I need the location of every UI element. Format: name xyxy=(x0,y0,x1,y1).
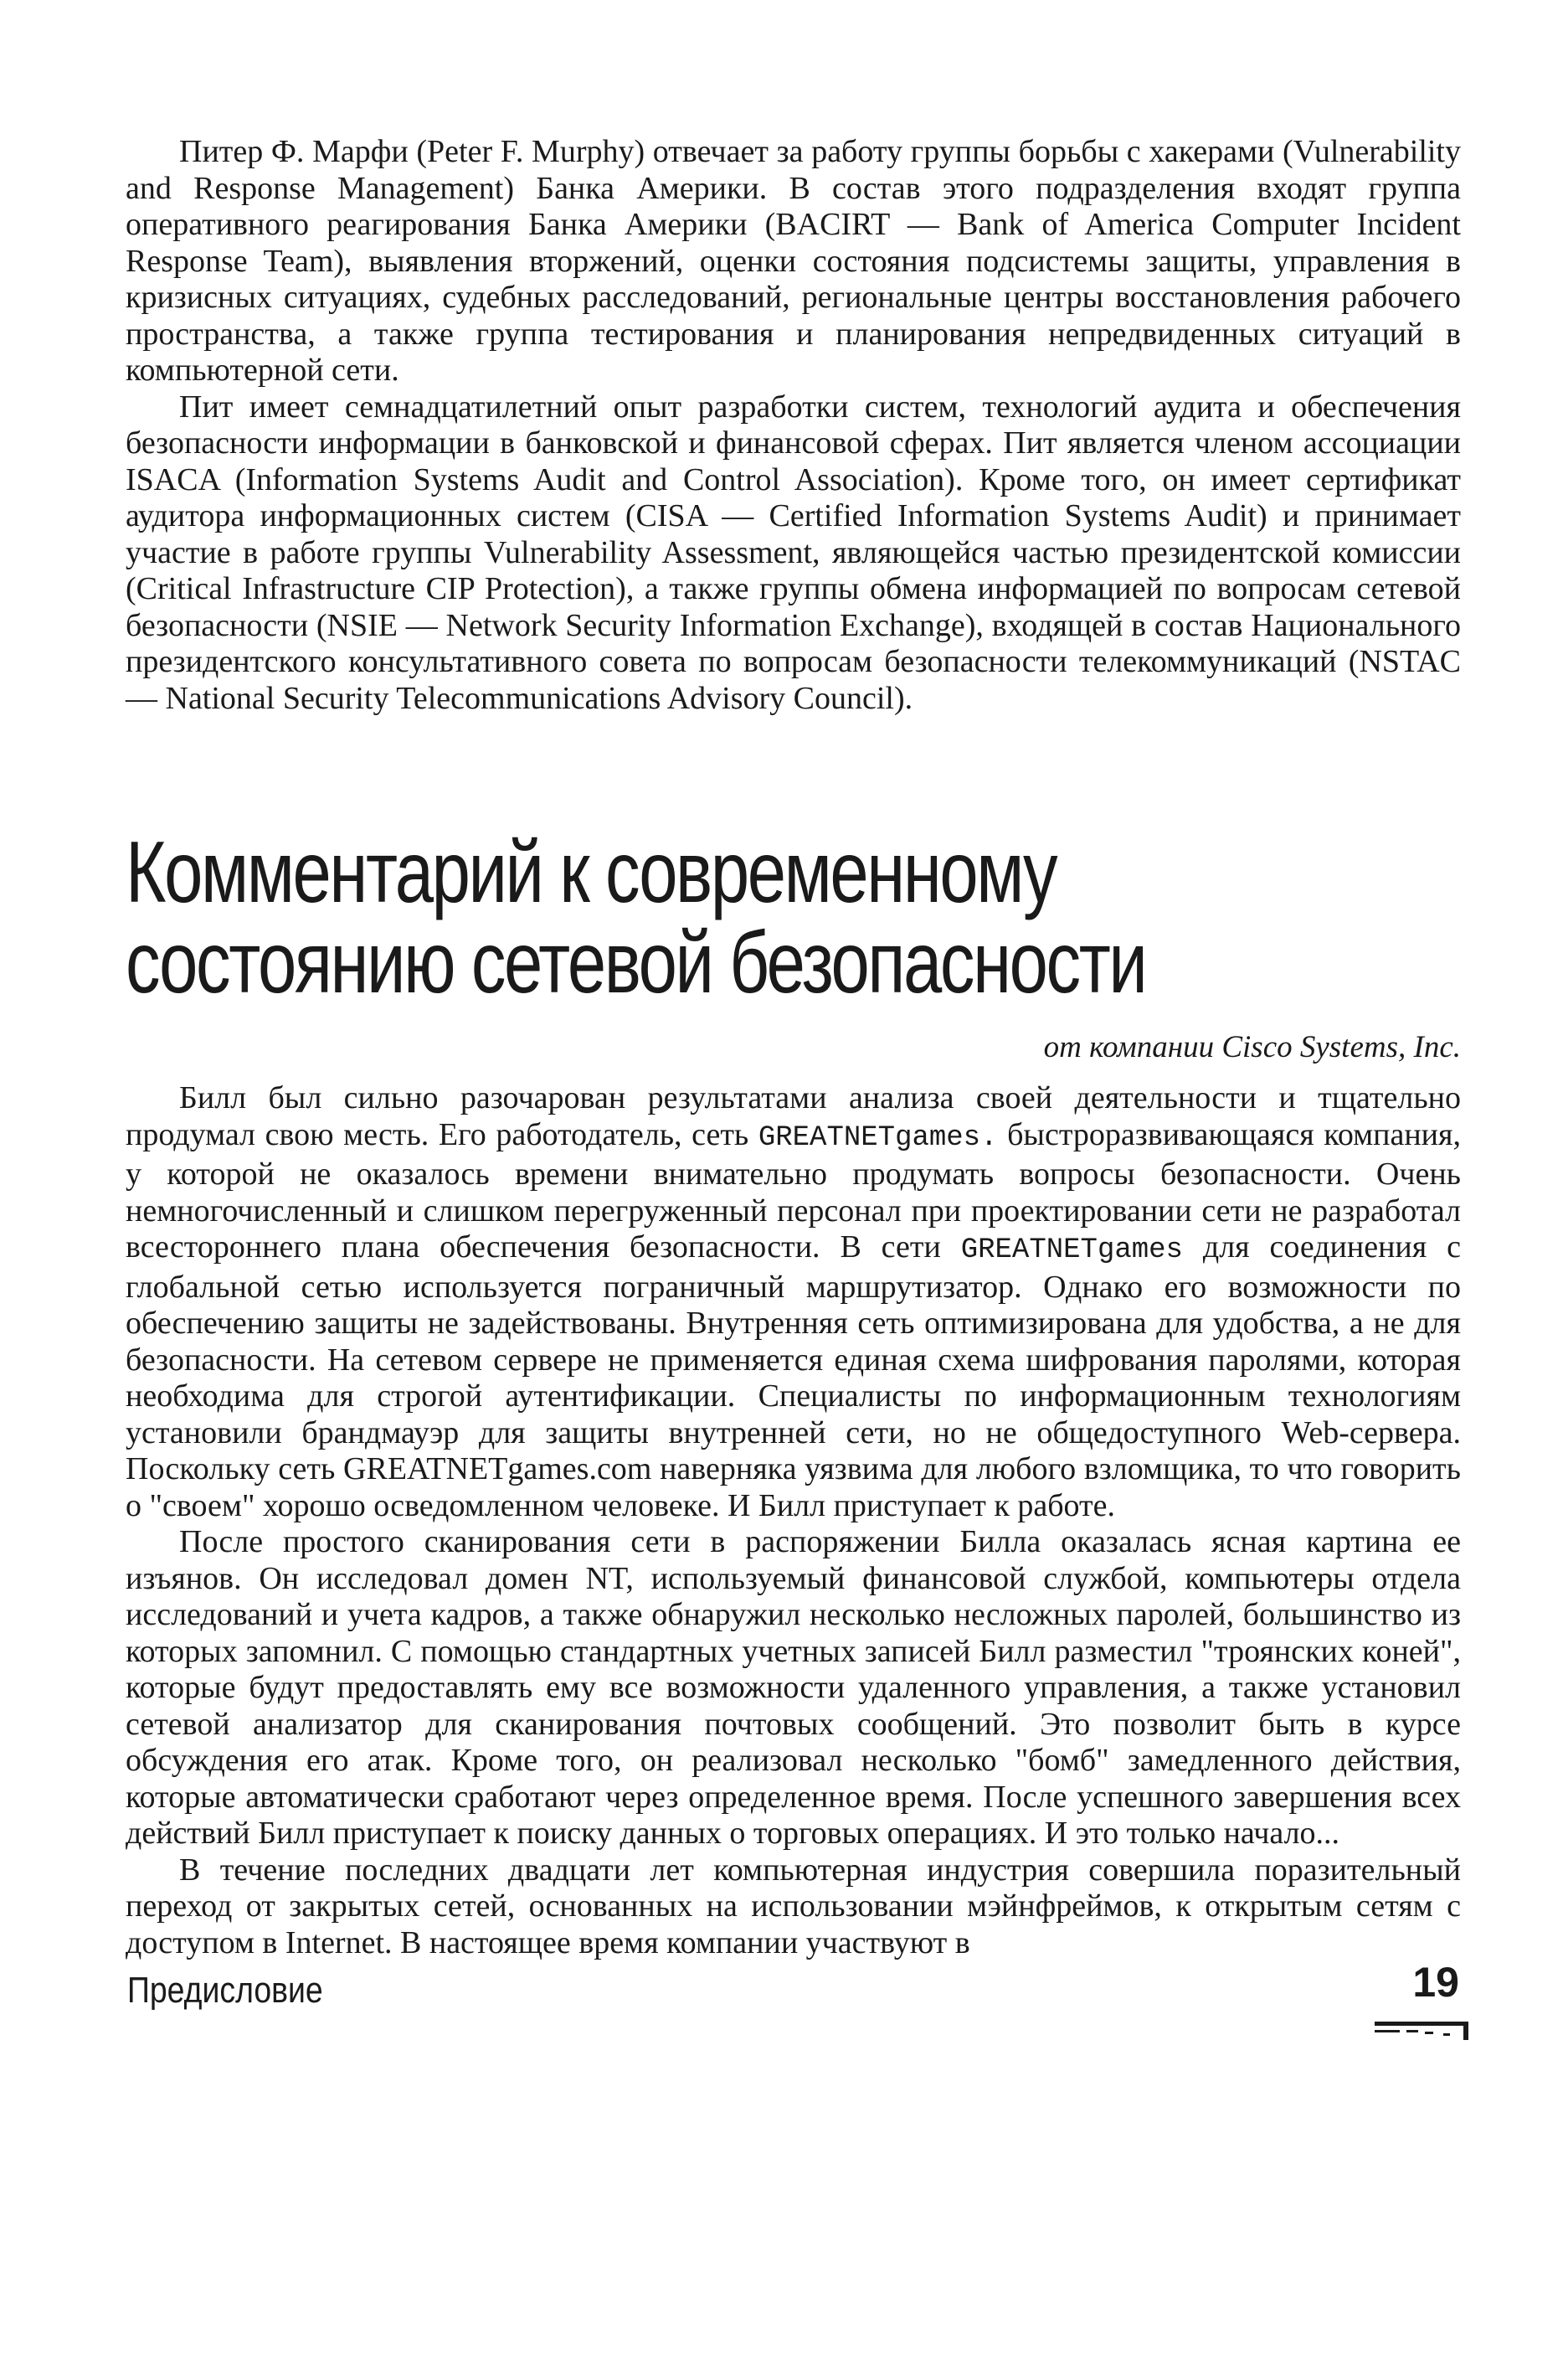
body-paragraph-1-part-a: Билл был сильно разочарован результатами анализа своей деятельности и тщательно продумал свою месть. Его работодатель, сеть xyxy=(126,1080,1461,1152)
body-paragraph-2: После простого сканирования сети в распоряжении Билла оказалась ясная картина ее изъянов. Он исследовал домен NT, используемый финансовой службой, компьютеры отдела исследований и учета кадров, а также обнаружил несколько несложных паролей, большинство из которых запомнил. С помощью стандартных учетных записей Билл разместил "троянских коней", которые будут предоставлять ему все возможности удаленного управления, а также установил сетевой анализатор для сканирования почтовых сообщений. Это позволит быть в курсе обсуждения его атак. Кроме того, он реализовал несколько "бомб" замедленного действия, которые автоматически сработают через определенное время. После успешного завершения всех действий Билл приступает к поиску данных о торговых операциях. И это только начало... xyxy=(126,1524,1461,1851)
section-body xyxy=(126,1080,1461,1961)
page-number: 19 xyxy=(1412,1959,1459,2006)
bio-paragraph-1: Питер Ф. Марфи (Peter F. Murphy) отвечает за работу группы борьбы с хакерами (Vulnerability and Response Management) Банка Америки. В состав этого подразделения входят группа оперативного реагирования Банка Америки (BACIRT — Bank of America Computer Incident Response Team), выявления вторжений, оценки состояния подсистемы защиты, управления в кризисных ситуациях, судебных расследований, региональные центры восстановления рабочего пространства, а также группа тестирования и планирования непредвиденных ситуаций в компьютерной сети. xyxy=(126,134,1461,388)
body-paragraph-1-part-c: быстроразвивающаяся компания, у которой не оказалось времени внимательно продумать вопросы безопасности. Очень немногочисленный и слишком перегруженный персонал при проектировании сети не разработал всестороннего плана обеспечения безопасности. В сети xyxy=(126,1116,1461,1265)
footer-decoration-icon xyxy=(1373,2018,1473,2052)
author-bio xyxy=(126,134,1461,717)
body-paragraph-1 xyxy=(126,1080,1461,1524)
body-paragraph-1-network-name: GREATNETgames xyxy=(960,1234,1183,1266)
bio-paragraph-2: Пит имеет семнадцатилетний опыт разработки систем, технологий аудита и обеспечения безопасности информации в банковской и финансовой сферах. Пит является членом ассоциации ISACA (Information Systems Audit and Control Association). Кроме того, он имеет сертификат аудитора информационных систем (CISA — Certified Information Systems Audit) и принимает участие в работе группы Vulnerability Assessment, являющейся частью президентской комиссии (Critical Infrastructure CIP Protection), а также группы обмена информацией по вопросам сетевой безопасности (NSIE — Network Security Information Exchange), входящей в состав Национального президентского консультативного совета по вопросам безопасности телекоммуникаций (NSTAC — National Security Telecommunications Advisory Council). xyxy=(126,389,1461,716)
body-paragraph-1-domain: GREATNETgames. xyxy=(758,1121,998,1154)
body-paragraph-3: В течение последних двадцати лет компьютерная индустрия совершила поразительный переход от закрытых сетей, основанных на использовании мэйнфреймов, к открытым сетям с доступом в Internet. В настоящее время компании участвуют в xyxy=(126,1852,1461,1960)
body-paragraph-1-part-e: для соединения с глобальной сетью используется пограничный маршрутизатор. Однако его возможности по обеспечению защиты не задействованы. Внутренняя сеть оптимизирована для удобства, а не для безопасности. На сетевом сервере не применяется единая схема шифрования паролями, которая необходима для строгой аутентификации. Специалисты по информационным технологиям установили брандмауэр для защиты внутренней сети, но не общедоступного Web-сервера. Поскольку сеть GREATNETgames.com наверняка уязвима для любого взломщика, то что говорить о "своем" хорошо осведомленном человеке. И Билл приступает к работе. xyxy=(126,1229,1461,1523)
section-byline: от компании Cisco Systems, Inc. xyxy=(1043,1030,1461,1064)
section-title: Комментарий к современному состоянию сетевой безопасности xyxy=(126,824,1146,1012)
footer-chapter-title: Предисловие xyxy=(127,1970,323,2011)
